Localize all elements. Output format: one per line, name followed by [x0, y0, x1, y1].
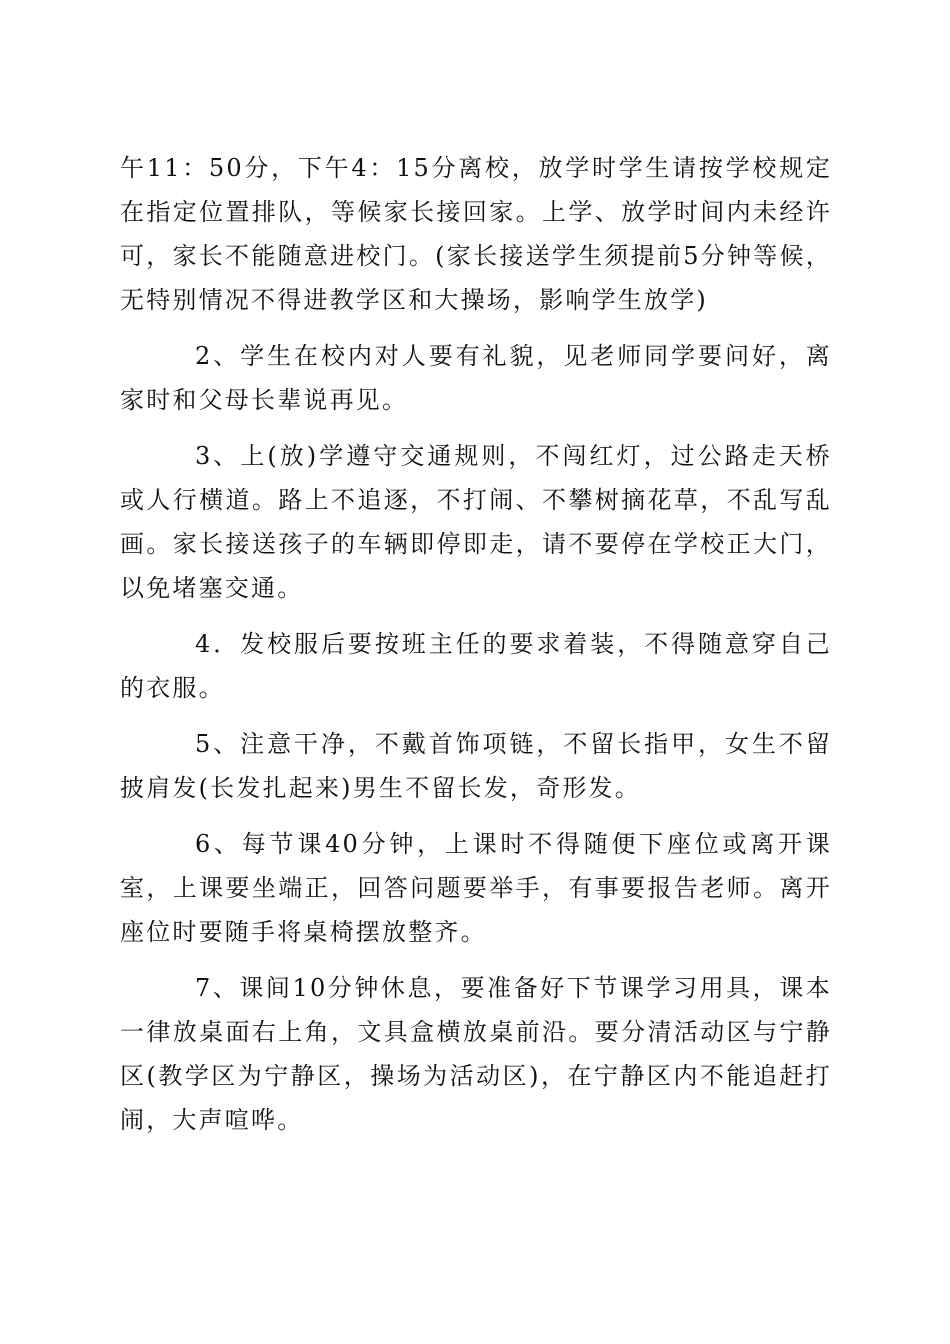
paragraph-continuation: 午11：50分，下午4：15分离校，放学时学生请按学校规定在指定位置排队，等候家长接回家。上学、放学时间内未经许可，家长不能随意进校门。(家长接送学生须提前5分钟等候，无特别情况不得进教学区和大操场，影响学生放学) [120, 154, 832, 314]
paragraph-rule-3: 3、上(放)学遵守交通规则，不闯红灯，过公路走天桥或人行横道。路上不追逐，不打闹、不攀树摘花草，不乱写乱画。家长接送孩子的车辆即停即走，请不要停在学校正大门，以免堵塞交通。 [120, 442, 832, 602]
paragraph-rule-6: 6、每节课40分钟，上课时不得随便下座位或离开课室，上课要坐端正，回答问题要举手，有事要报告老师。离开座位时要随手将桌椅摆放整齐。 [120, 830, 832, 946]
paragraph-rule-2: 2、学生在校内对人要有礼貌，见老师同学要问好，离家时和父母长辈说再见。 [120, 342, 832, 414]
paragraph-rule-5: 5、注意干净，不戴首饰项链，不留长指甲，女生不留披肩发(长发扎起来)男生不留长发，奇形发。 [120, 730, 832, 802]
document-body [120, 146, 832, 1154]
paragraph-rule-4: 4．发校服后要按班主任的要求着装，不得随意穿自己的衣服。 [120, 630, 832, 702]
paragraph-rule-7: 7、课间10分钟休息，要准备好下节课学习用具，课本一律放桌面右上角，文具盒横放桌前沿。要分清活动区与宁静区(教学区为宁静区，操场为活动区)，在宁静区内不能追赶打闹，大声喧哗。 [120, 974, 832, 1134]
